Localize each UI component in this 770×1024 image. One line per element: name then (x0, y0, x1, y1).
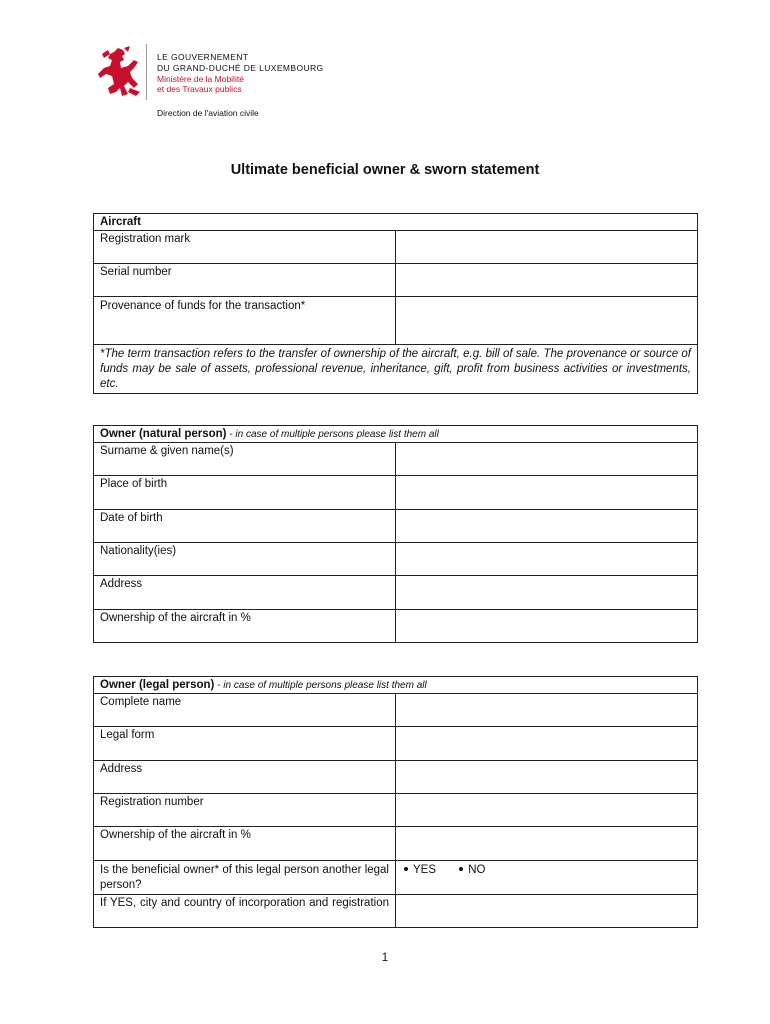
ministry-line-2: et des Travaux publics (157, 84, 242, 95)
natural-person-table (93, 425, 698, 643)
legal-form-field[interactable] (396, 727, 698, 761)
yes-bullet-icon (404, 867, 408, 871)
lion-logo-icon (94, 44, 144, 100)
surname-given-names-field[interactable] (396, 443, 698, 476)
incorporation-label: If YES, city and country of incorporation and registration (94, 895, 396, 928)
legal-person-table (93, 676, 698, 928)
serial-number-field[interactable] (396, 264, 698, 297)
page-number: 1 (381, 952, 389, 964)
natural-ownership-label: Ownership of the aircraft in % (94, 610, 396, 643)
direction-name: Direction de l'aviation civile (157, 108, 259, 118)
registration-mark-field[interactable] (396, 231, 698, 264)
legal-ownership-field[interactable] (396, 827, 698, 861)
legal-person-heading: Owner (legal person) - in case of multiple persons please list them all (94, 677, 698, 694)
beneficial-owner-question: Is the beneficial owner* of this legal person another legal person? (94, 861, 396, 895)
date-of-birth-field[interactable] (396, 510, 698, 543)
aircraft-table (93, 213, 698, 394)
nationality-field[interactable] (396, 543, 698, 576)
legal-address-field[interactable] (396, 761, 698, 794)
government-name (157, 52, 324, 95)
registration-mark-label: Registration mark (94, 231, 396, 264)
gov-line-1: LE GOUVERNEMENT (157, 52, 249, 62)
incorporation-field[interactable] (396, 895, 698, 928)
header-divider (146, 44, 147, 100)
date-of-birth-label: Date of birth (94, 510, 396, 543)
nationality-label: Nationality(ies) (94, 543, 396, 576)
legal-ownership-label: Ownership of the aircraft in % (94, 827, 396, 861)
complete-name-field[interactable] (396, 694, 698, 727)
natural-person-heading: Owner (natural person) - in case of multiple persons please list them all (94, 426, 698, 443)
registration-number-field[interactable] (396, 794, 698, 827)
surname-given-names-label: Surname & given name(s) (94, 443, 396, 476)
serial-number-label: Serial number (94, 264, 396, 297)
legal-form-label: Legal form (94, 727, 396, 761)
no-option[interactable]: NO (457, 863, 485, 878)
ministry-line-1: Ministère de la Mobilité (157, 73, 244, 84)
legal-address-label: Address (94, 761, 396, 794)
provenance-of-funds-field[interactable] (396, 297, 698, 345)
complete-name-label: Complete name (94, 694, 396, 727)
provenance-of-funds-label: Provenance of funds for the transaction* (94, 297, 396, 345)
yes-option[interactable]: YES (402, 863, 436, 878)
place-of-birth-label: Place of birth (94, 476, 396, 510)
registration-number-label: Registration number (94, 794, 396, 827)
transaction-footnote: *The term transaction refers to the transfer of ownership of the aircraft, e.g. bill of sale. The provenance or source of funds may be sale of assets, professional revenue, inheritance, gift, profit from business activities or investments, etc. (94, 345, 698, 394)
aircraft-heading: Aircraft (94, 214, 698, 231)
place-of-birth-field[interactable] (396, 476, 698, 510)
natural-address-field[interactable] (396, 576, 698, 610)
page-title: Ultimate beneficial owner & sworn statement (230, 162, 540, 178)
natural-address-label: Address (94, 576, 396, 610)
beneficial-owner-options (396, 861, 698, 895)
no-bullet-icon (459, 867, 463, 871)
gov-line-2: DU GRAND-DUCHÉ DE LUXEMBOURG (157, 62, 324, 73)
natural-ownership-field[interactable] (396, 610, 698, 643)
